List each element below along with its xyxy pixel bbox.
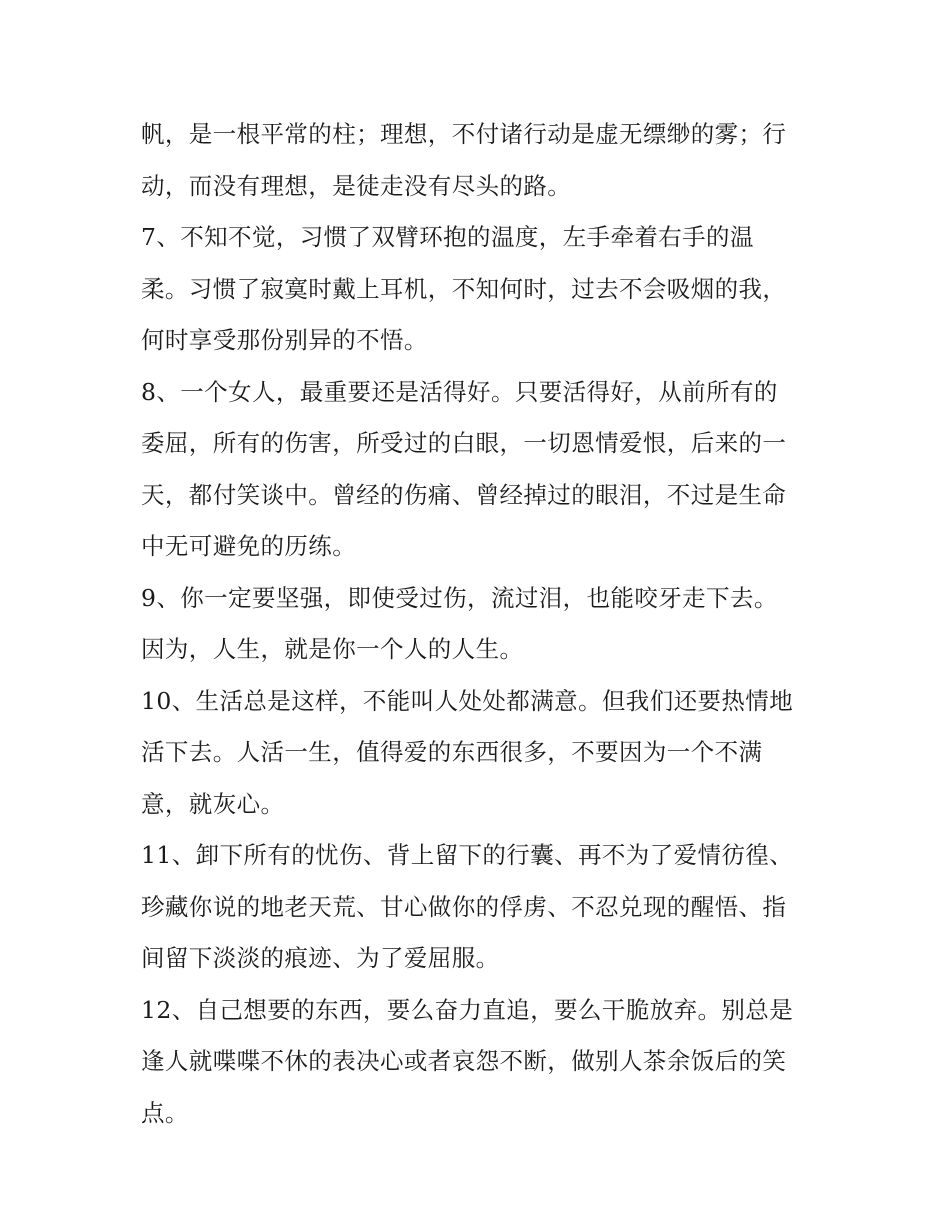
text-line: 中无可避免的历练。 bbox=[141, 532, 357, 560]
text-line: 间留下淡淡的痕迹、为了爱屈服。 bbox=[141, 944, 500, 972]
text-line: 帆，是一根平常的柱；理想，不付诸行动是虚无缥缈的雾；行 bbox=[141, 120, 787, 148]
text-line: 点。 bbox=[141, 1098, 189, 1127]
text-line: 珍藏你说的地老天荒、甘心做你的俘虏、不忍兑现的醒悟、指 bbox=[141, 892, 787, 921]
text-line: 8、一个女人，最重要还是活得好。只要活得好，从前所有的 bbox=[141, 377, 778, 406]
text-line: 天，都付笑谈中。曾经的伤痛、曾经掉过的眼泪，不过是生命 bbox=[141, 480, 787, 509]
text-line: 柔。习惯了寂寞时戴上耳机，不知何时，过去不会吸烟的我， bbox=[141, 274, 787, 303]
text-line: 活下去。人活一生，值得爱的东西很多，不要因为一个不满 bbox=[141, 738, 763, 766]
text-line: 意，就灰心。 bbox=[141, 789, 285, 818]
text-line: 12、自己想要的东西，要么奋力直追，要么干脆放弃。别总是 bbox=[141, 995, 794, 1024]
text-body bbox=[141, 109, 821, 1139]
text-line: 11、卸下所有的忧伤、背上留下的行囊、再不为了爱情彷徨、 bbox=[141, 841, 794, 869]
text-line: 动，而没有理想，是徒走没有尽头的路。 bbox=[141, 171, 572, 200]
text-line: 逢人就喋喋不休的表决心或者哀怨不断，做别人茶余饭后的笑 bbox=[141, 1047, 787, 1075]
text-line: 7、不知不觉，习惯了双臂环抱的温度，左手牵着右手的温 bbox=[141, 223, 754, 251]
text-line: 10、生活总是这样，不能叫人处处都满意。但我们还要热情地 bbox=[141, 686, 794, 715]
text-line: 因为，人生，就是你一个人的人生。 bbox=[141, 635, 524, 663]
text-line: 何时享受那份别异的不悟。 bbox=[141, 326, 428, 354]
text-line: 委屈，所有的伤害，所受过的白眼，一切恩情爱恨，后来的一 bbox=[141, 429, 787, 457]
text-line: 9、你一定要坚强，即使受过伤，流过泪，也能咬牙走下去。 bbox=[141, 583, 778, 612]
